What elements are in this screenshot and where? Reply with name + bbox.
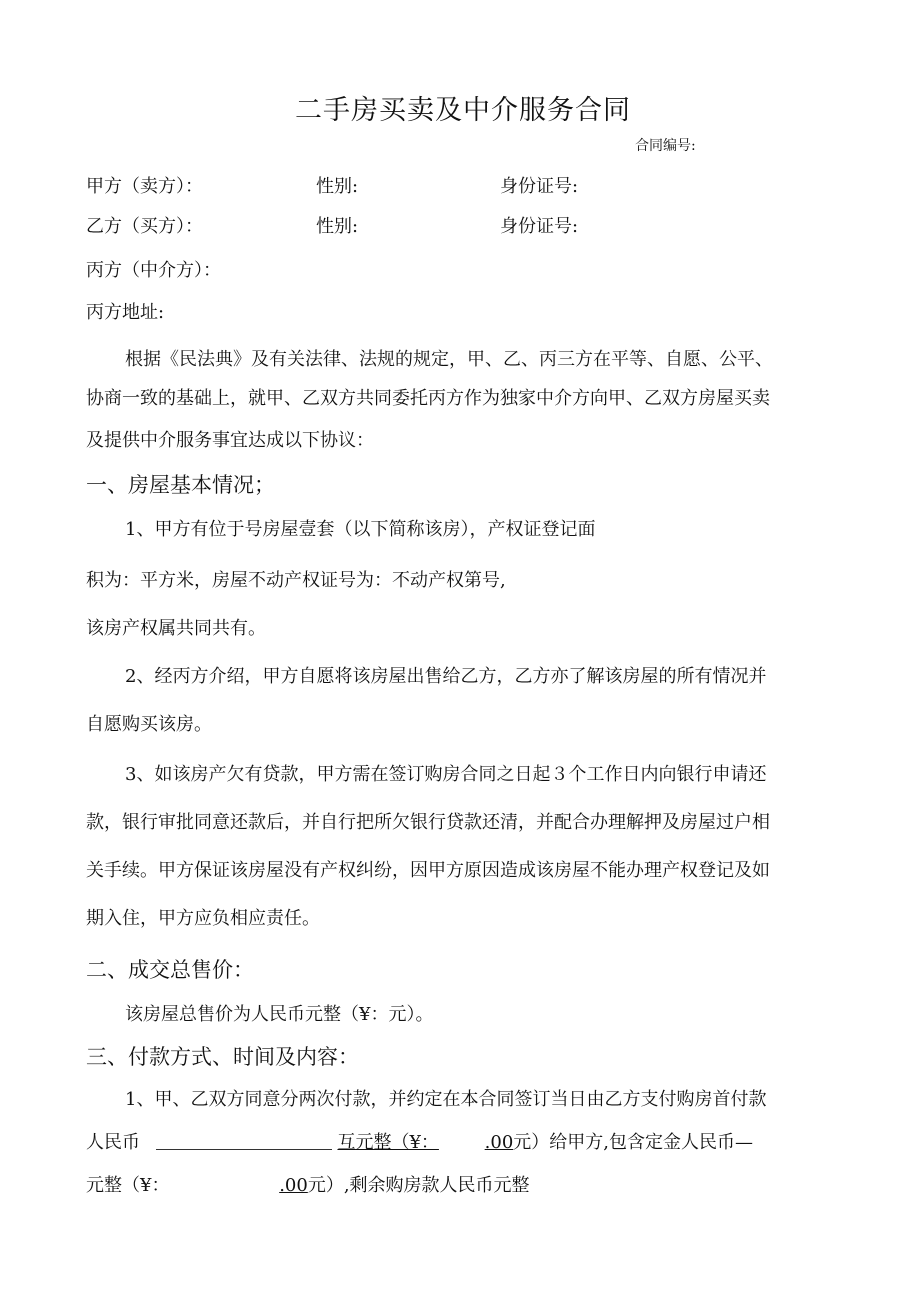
section-1-item-3-line-3: 关手续。甲方保证该房屋没有产权纠纷，因甲方原因造成该房屋不能办理产权登记及如 bbox=[86, 860, 770, 881]
amount-blank-line bbox=[156, 1131, 332, 1150]
preamble-line-2: 协商一致的基础上，就甲、乙双方共同委托丙方作为独家中介方向甲、乙双方房屋买卖 bbox=[86, 388, 770, 409]
preamble-line-1: 根据《民法典》及有关法律、法规的规定，甲、乙、丙三方在平等、自愿、公平、 bbox=[125, 349, 773, 370]
section-1-item-1-line-3: 该房产权属共同共有。 bbox=[86, 618, 266, 639]
contract-title: 二手房买卖及中介服务合同 bbox=[295, 95, 631, 126]
section-3-heading: 三、付款方式、时间及内容： bbox=[86, 1045, 359, 1069]
yuan-label: 元整（¥： bbox=[355, 1132, 439, 1153]
rmb-label: 人民币 bbox=[86, 1132, 140, 1153]
section-2-line-1: 该房屋总售价为人民币元整（¥：元）。 bbox=[125, 1004, 434, 1025]
section-2-heading: 二、成交总售价： bbox=[86, 958, 254, 982]
decimal-amount-1: .00 bbox=[484, 1132, 514, 1153]
section-1-item-2-line-1: 2、经丙方介绍，甲方自愿将该房屋出售给乙方，乙方亦了解该房屋的所有情况并 bbox=[125, 666, 767, 687]
amount-mark: 互 bbox=[337, 1132, 356, 1153]
party-a-gender: 性别: bbox=[316, 176, 359, 197]
yuan-label-2: 元整（¥： bbox=[86, 1175, 170, 1196]
section-3-item-1-line-2 bbox=[86, 1128, 753, 1154]
section-1-item-3-line-4: 期入住，甲方应负相应责任。 bbox=[86, 908, 320, 929]
preamble-line-3: 及提供中介服务事宜达成以下协议： bbox=[86, 430, 374, 451]
section-1-item-2-line-2: 自愿购买该房。 bbox=[86, 714, 212, 735]
section-1-item-3-line-2: 款，银行审批同意还款后，并自行把所欠银行贷款还清，并配合办理解押及房屋过户相 bbox=[86, 812, 770, 833]
party-b-gender: 性别: bbox=[316, 216, 359, 237]
party-c-label: 丙方（中介方）： bbox=[86, 260, 221, 281]
contract-number-label: 合同编号: bbox=[635, 138, 696, 154]
party-b-label: 乙方（买方）： bbox=[86, 216, 203, 237]
section-3-item-1-line-3 bbox=[86, 1171, 530, 1197]
party-a-id: 身份证号: bbox=[500, 176, 579, 197]
party-a-label: 甲方（卖方）： bbox=[86, 176, 203, 197]
section-1-item-1-line-2: 积为：平方米，房屋不动产权证号为：不动产权第号, bbox=[86, 570, 506, 591]
payment-tail: 元）给甲方,包含定金人民币— bbox=[513, 1132, 754, 1153]
party-b-id: 身份证号: bbox=[500, 216, 579, 237]
section-1-heading: 一、房屋基本情况； bbox=[86, 473, 275, 497]
section-1-item-3-line-1: 3、如该房产欠有贷款，甲方需在签订购房合同之日起３个工作日内向银行申请还 bbox=[125, 764, 767, 785]
decimal-amount-2: .00 bbox=[279, 1175, 308, 1196]
remaining-payment: 元）,剩余购房款人民币元整 bbox=[307, 1175, 530, 1196]
section-1-item-1-line-1: 1、甲方有位于号房屋壹套（以下简称该房），产权证登记面 bbox=[125, 519, 596, 540]
party-c-address: 丙方地址: bbox=[86, 302, 165, 323]
section-3-item-1-line-1: 1、甲、乙双方同意分两次付款，并约定在本合同签订当日由乙方支付购房首付款 bbox=[125, 1089, 767, 1110]
